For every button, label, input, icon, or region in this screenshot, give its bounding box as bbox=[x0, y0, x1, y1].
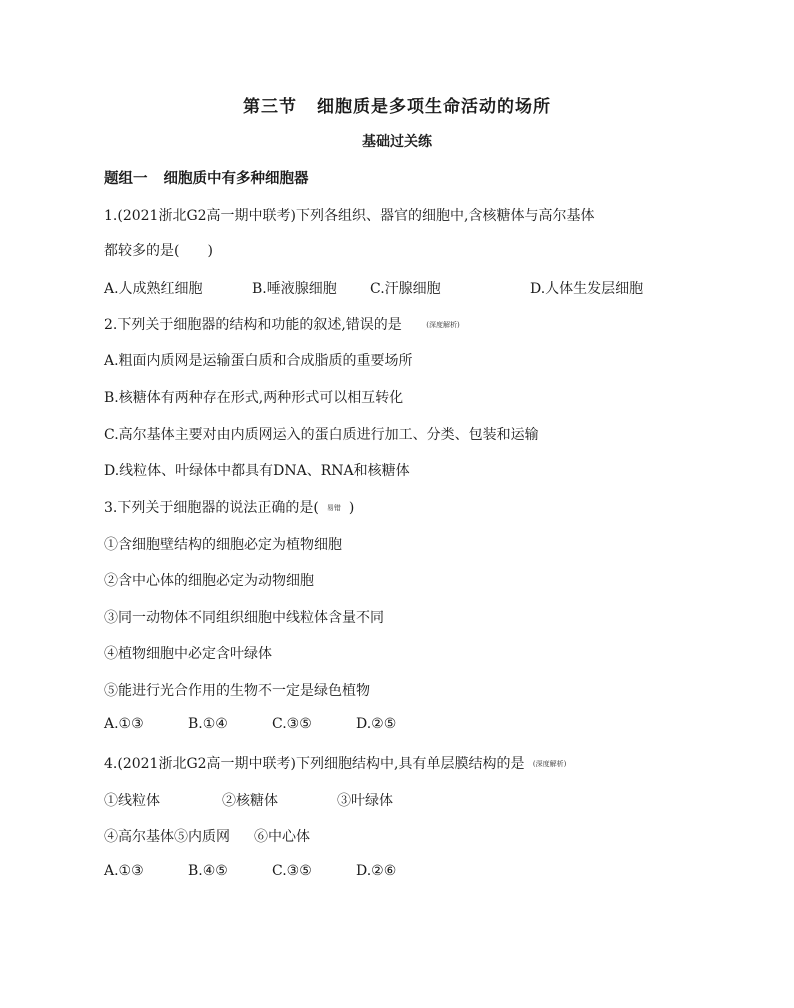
q3-option-d: D.②⑤ bbox=[356, 716, 397, 732]
q2-option-c: C.高尔基体主要对由内质网运入的蛋白质进行加工、分类、包装和运输 bbox=[104, 427, 539, 443]
group-title: 细胞质中有多种细胞器 bbox=[163, 171, 309, 187]
q3-option-c: C.③⑤ bbox=[272, 716, 312, 732]
q3-statement-3: ③同一动物体不同组织细胞中线粒体含量不同 bbox=[104, 610, 384, 626]
q4-structure-2: ②核糖体 bbox=[222, 793, 278, 809]
q2-option-d: D.线粒体、叶绿体中都具有DNA、RNA和核糖体 bbox=[104, 463, 410, 479]
q3-statement-2: ②含中心体的细胞必定为动物细胞 bbox=[104, 573, 314, 589]
q1-option-d: D.人体生发层细胞 bbox=[530, 281, 644, 297]
group-label: 题组一 bbox=[104, 171, 148, 187]
q3-option-b: B.①④ bbox=[188, 716, 228, 732]
q4-structure-6: ⑥中心体 bbox=[254, 829, 310, 845]
q4-option-c: C.③⑤ bbox=[272, 863, 312, 879]
q1-option-b: B.唾液腺细胞 bbox=[252, 281, 337, 297]
q3-stem bbox=[104, 497, 354, 517]
q4-options bbox=[104, 863, 396, 879]
q3-tag: 易错 bbox=[326, 504, 341, 512]
q3-statement-4: ④植物细胞中必定含叶绿体 bbox=[104, 646, 272, 662]
q3-option-a: A.①③ bbox=[104, 716, 144, 732]
q2-stem-text: 2.下列关于细胞器的结构和功能的叙述,错误的是 bbox=[104, 317, 402, 333]
q2-stem bbox=[104, 314, 460, 334]
q2-option-b: B.核糖体有两种存在形式,两种形式可以相互转化 bbox=[104, 390, 404, 406]
q3-options bbox=[104, 716, 396, 732]
q3-statement-5: ⑤能进行光合作用的生物不一定是绿色植物 bbox=[104, 683, 370, 699]
q4-structure-1: ①线粒体 bbox=[104, 793, 160, 809]
page-title bbox=[0, 92, 794, 117]
q4-tag: (深度解析) bbox=[532, 760, 567, 768]
q1-option-a: A.人成熟红细胞 bbox=[104, 281, 203, 297]
q3-statement-1: ①含细胞壁结构的细胞必定为植物细胞 bbox=[104, 537, 342, 553]
q3-stem-before: 3.下列关于细胞器的说法正确的是( bbox=[104, 500, 319, 516]
page-subtitle: 基础过关练 bbox=[362, 134, 432, 150]
q2-tag: (深度解析) bbox=[426, 321, 460, 329]
q4-structure-3: ③叶绿体 bbox=[337, 793, 393, 809]
q3-stem-after: ) bbox=[348, 500, 355, 516]
q1-option-c: C.汗腺细胞 bbox=[370, 281, 441, 297]
group-heading bbox=[104, 167, 309, 188]
q4-stem bbox=[104, 753, 566, 773]
q4-structures-row1 bbox=[104, 790, 393, 810]
q4-structure-4-5: ④高尔基体⑤内质网 bbox=[104, 829, 230, 845]
q4-option-b: B.④⑤ bbox=[188, 863, 228, 879]
q1-stem-line1: 1.(2021浙北G2高一期中联考)下列各组织、器官的细胞中,含核糖体与高尔基体 bbox=[104, 208, 595, 224]
q4-structures-row2 bbox=[104, 826, 310, 846]
q1-options bbox=[104, 278, 643, 298]
section-number: 第三节 bbox=[243, 97, 297, 117]
section-title: 细胞质是多项生命活动的场所 bbox=[317, 97, 551, 117]
q4-option-d: D.②⑥ bbox=[356, 863, 397, 879]
q1-stem-line2: 都较多的是( ) bbox=[104, 243, 213, 259]
q4-option-a: A.①③ bbox=[104, 863, 144, 879]
q4-stem-text: 4.(2021浙北G2高一期中联考)下列细胞结构中,具有单层膜结构的是 bbox=[104, 756, 525, 772]
q2-option-a: A.粗面内质网是运输蛋白质和合成脂质的重要场所 bbox=[104, 353, 413, 369]
